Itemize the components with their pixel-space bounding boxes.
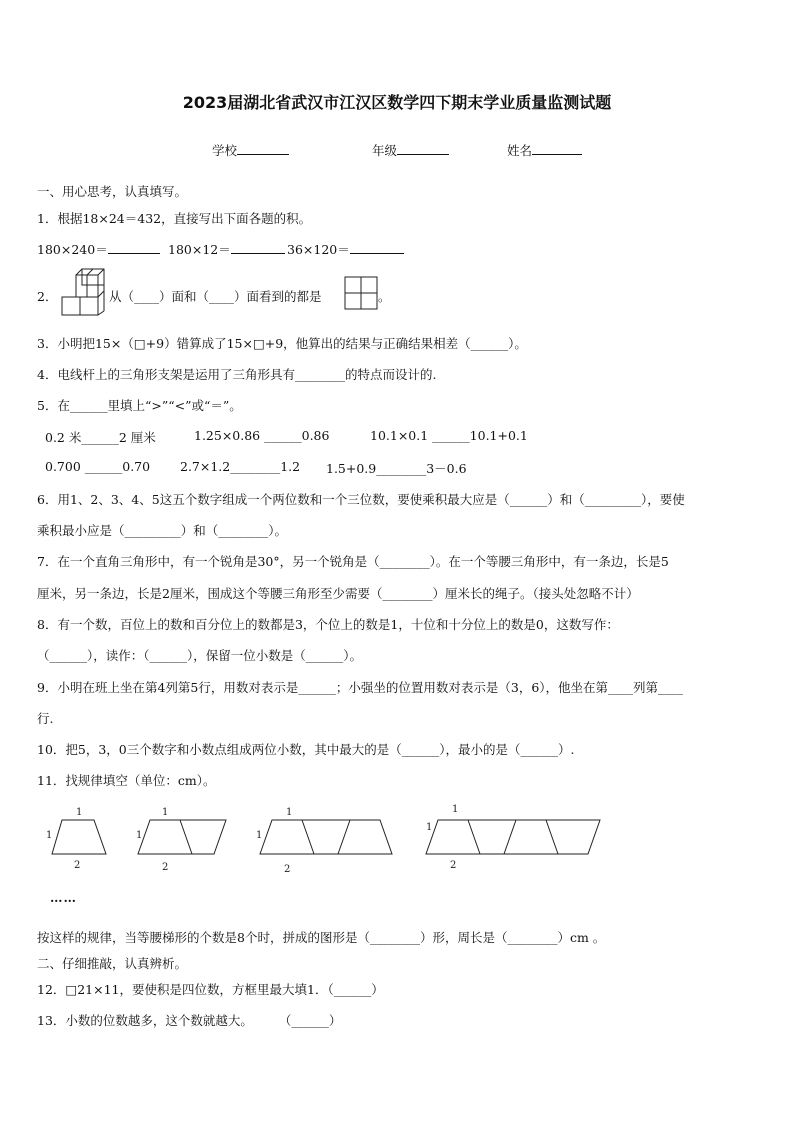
question-7-line1: 7．在一个直角三角形中，有一个锐角是30°，另一个锐角是（________）。在一个等腰三角形中，有一条边，长是5 (37, 554, 669, 569)
question-13 (37, 1011, 341, 1029)
question-11-ellipsis: …… (50, 890, 77, 905)
fig3-top-label: 1 (286, 807, 293, 818)
question-12: 12．□21×11，要使积是四位数，方框里最大填1．（______） (37, 982, 384, 997)
grade-field (372, 141, 449, 159)
question-8-line2: （______），读作：（______），保留一位小数是（______）。 (37, 648, 363, 663)
name-field (507, 141, 582, 159)
page-title: 2023届湖北省武汉市江汉区数学四下期末学业质量监测试题 (182, 93, 612, 112)
trapezoid-pattern-figure (40, 800, 610, 880)
answer-blank[interactable] (108, 241, 160, 254)
grade-label: 年级 (372, 143, 398, 158)
fig3-side-label: 1 (256, 830, 263, 841)
question-11-answer: 按这样的规律，当等腰梯形的个数是8个时，拼成的图形是（________）形，周长是（________）cm 。 (37, 930, 606, 945)
question-1-item: 180×12＝ (168, 240, 285, 258)
fig3-bottom-label: 2 (284, 864, 291, 875)
school-label: 学校 (212, 143, 238, 158)
question-5-item: 10.1×0.1 ______10.1+0.1 (370, 428, 528, 443)
question-5-item: 2.7×1.2________1.2 (180, 459, 301, 474)
trapezoid-figure-4 (426, 804, 600, 871)
fig2-side-label: 1 (136, 830, 143, 841)
section-heading-2: 二、仔细推敲，认真辨析。 (37, 956, 188, 971)
school-blank[interactable] (237, 142, 289, 155)
question-11-stem: 11．找规律填空（单位：cm）。 (37, 773, 216, 788)
question-8-line1: 8．有一个数，百位上的数和百分位上的数都是3，个位上的数是1，十位和十分位上的数是0，这数写作： (37, 617, 619, 632)
question-3: 3．小明把15×（□+9）错算成了15×□+9，他算出的结果与正确结果相差（______）。 (37, 336, 527, 351)
question-1-item: 180×240＝ (37, 240, 160, 258)
cube-face (82, 269, 104, 285)
question-7-line2: 厘米，另一条边，长是2厘米，围成这个等腰三角形至少需要（________）厘米长的绳子。（接头处忽略不计） (37, 586, 639, 601)
question-10: 10．把5，3，0三个数字和小数点组成两位小数，其中最大的是（______），最小的是（______）. (37, 742, 575, 757)
school-field (212, 141, 289, 159)
fig4-top-label: 1 (452, 804, 459, 815)
question-9-line2: 行. (37, 711, 54, 726)
fig2-top-label: 1 (162, 807, 169, 818)
trapezoid-figure-1 (46, 807, 106, 871)
question-4: 4．电线杆上的三角形支架是运用了三角形具有________的特点而设计的. (37, 367, 437, 382)
question-1-stem: 1．根据18×24＝432，直接写出下面各题的积。 (37, 211, 312, 226)
fig4-side-label: 1 (426, 822, 433, 833)
name-blank[interactable] (532, 142, 582, 155)
grade-blank[interactable] (397, 142, 449, 155)
question-5-item: 1.25×0.86 ______0.86 (194, 428, 330, 443)
view-grid-figure (344, 276, 378, 310)
question-6-line2: 乘积最小应是（_________）和（________）。 (37, 523, 288, 538)
question-6-line1: 6．用1、2、3、4、5这五个数字组成一个两位数和一个三位数，要使乘积最大应是（______）和（_________），要使 (37, 492, 685, 507)
answer-blank[interactable] (231, 241, 285, 254)
question-2-number: 2． (37, 289, 58, 304)
question-13-blank[interactable]: （______） (278, 1013, 342, 1028)
fig4-bottom-label: 2 (450, 860, 457, 871)
question-1-item: 36×120＝ (287, 240, 404, 258)
fig1-bottom-label: 2 (74, 860, 81, 871)
answer-blank[interactable] (350, 241, 404, 254)
trapezoid-figure-3 (256, 807, 392, 875)
question-9-line1: 9．小明在班上坐在第4列第5行，用数对表示是______；小强坐的位置用数对表示是（3，6），他坐在第____列第____ (37, 680, 684, 695)
question-5-item: 0.700 ______0.70 (45, 459, 151, 474)
question-5-item: 1.5+0.9________3－0.6 (326, 461, 467, 476)
question-5-item: 0.2 米______2 厘米 (45, 430, 156, 445)
fig1-top-label: 1 (76, 807, 83, 818)
name-label: 姓名 (507, 143, 533, 158)
question-13-text: 13．小数的位数越多，这个数就越大。 (37, 1013, 253, 1028)
fig2-bottom-label: 2 (162, 862, 169, 873)
cube-stack-figure (60, 267, 110, 319)
fig1-side-label: 1 (46, 830, 53, 841)
trapezoid-figure-2 (136, 807, 226, 873)
section-heading-1: 一、用心思考，认真填写。 (37, 184, 188, 199)
question-2-end: 。 (378, 289, 391, 304)
question-5-stem: 5．在______里填上“>”“<”或“＝”。 (37, 398, 242, 413)
question-2-text: 从（____）面和（____）面看到的都是 (109, 289, 322, 304)
